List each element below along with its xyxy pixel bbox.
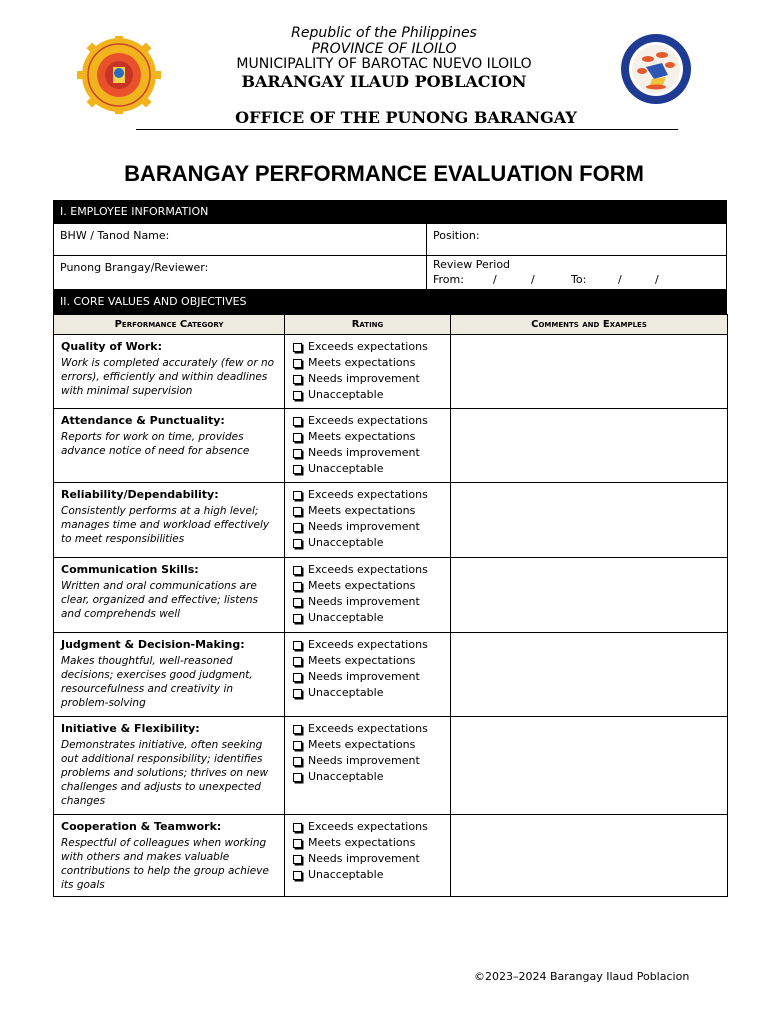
rating-cell xyxy=(285,409,451,483)
rating-option[interactable] xyxy=(292,753,444,769)
rating-option-label: Unacceptable xyxy=(308,611,384,624)
performance-category-cell xyxy=(54,633,285,717)
checkbox-icon[interactable] xyxy=(293,641,302,650)
checkbox-icon[interactable] xyxy=(293,391,302,400)
rating-option[interactable] xyxy=(292,503,444,519)
rating-option[interactable] xyxy=(292,578,444,594)
checkbox-icon[interactable] xyxy=(293,465,302,474)
rating-option-label: Unacceptable xyxy=(308,770,384,783)
checkbox-icon[interactable] xyxy=(293,855,302,864)
checkbox-icon[interactable] xyxy=(293,359,302,368)
rating-option-label: Unacceptable xyxy=(308,536,384,549)
checkbox-icon[interactable] xyxy=(293,507,302,516)
rating-option[interactable] xyxy=(292,461,444,477)
comments-cell[interactable] xyxy=(451,633,728,717)
rating-cell xyxy=(285,483,451,558)
performance-category-cell xyxy=(54,483,285,558)
performance-category-cell xyxy=(54,335,285,409)
rating-option[interactable] xyxy=(292,371,444,387)
to-slash-2: / xyxy=(655,273,659,286)
performance-category-cell xyxy=(54,815,285,897)
category-name: Initiative & Flexibility: xyxy=(61,722,200,735)
table-row xyxy=(54,409,728,483)
rating-option-label: Needs improvement xyxy=(308,372,420,385)
checkbox-icon[interactable] xyxy=(293,375,302,384)
copyright-footer: ©2023–2024 Barangay Ilaud Poblacion xyxy=(474,970,690,983)
reviewer-label: Punong Brangay/Reviewer: xyxy=(60,261,209,274)
rating-option[interactable] xyxy=(292,355,444,371)
rating-option[interactable] xyxy=(292,413,444,429)
col-rating: Rating xyxy=(285,315,451,335)
checkbox-icon[interactable] xyxy=(293,657,302,666)
comments-cell[interactable] xyxy=(451,558,728,633)
category-name: Judgment & Decision-Making: xyxy=(61,638,245,651)
checkbox-icon[interactable] xyxy=(293,689,302,698)
rating-cell xyxy=(285,335,451,409)
rating-option[interactable] xyxy=(292,685,444,701)
to-slash-1: / xyxy=(618,273,622,286)
bhw-tanod-name-field[interactable] xyxy=(54,224,427,255)
bhw-tanod-name-label: BHW / Tanod Name: xyxy=(60,229,170,242)
category-description: Demonstrates initiative, often seeking out additional responsibility; identifies problems and solutions; thrives on new challenges and adjusts to unexpected changes xyxy=(61,739,269,807)
evaluation-table xyxy=(53,314,728,897)
form-title: BARANGAY PERFORMANCE EVALUATION FORM xyxy=(124,161,644,186)
position-field[interactable] xyxy=(427,224,726,255)
review-period-label: Review Period xyxy=(433,258,511,271)
checkbox-icon[interactable] xyxy=(293,566,302,575)
checkbox-icon[interactable] xyxy=(293,582,302,591)
from-slash-2: / xyxy=(531,273,535,286)
performance-category-cell xyxy=(54,558,285,633)
rating-option-label: Needs improvement xyxy=(308,520,420,533)
category-name: Attendance & Punctuality: xyxy=(61,414,225,427)
checkbox-icon[interactable] xyxy=(293,539,302,548)
rating-option-label: Meets expectations xyxy=(308,430,416,443)
checkbox-icon[interactable] xyxy=(293,598,302,607)
rating-option[interactable] xyxy=(292,721,444,737)
rating-option[interactable] xyxy=(292,835,444,851)
comments-cell[interactable] xyxy=(451,409,728,483)
rating-option[interactable] xyxy=(292,851,444,867)
category-description: Makes thoughtful, well-reasoned decisions; exercises good judgment, resourcefulness and creativity in problem-solving xyxy=(61,655,253,709)
rating-option-label: Exceeds expectations xyxy=(308,414,428,427)
review-period-field[interactable] xyxy=(427,256,726,289)
rating-option[interactable] xyxy=(292,737,444,753)
performance-category-cell xyxy=(54,717,285,815)
evaluation-table-header xyxy=(54,315,728,335)
rating-option[interactable] xyxy=(292,535,444,551)
checkbox-icon[interactable] xyxy=(293,757,302,766)
comments-cell[interactable] xyxy=(451,717,728,815)
rating-option[interactable] xyxy=(292,669,444,685)
category-name: Cooperation & Teamwork: xyxy=(61,820,222,833)
position-label: Position: xyxy=(433,229,480,242)
rating-option[interactable] xyxy=(292,387,444,403)
checkbox-icon[interactable] xyxy=(293,725,302,734)
rating-option[interactable] xyxy=(292,445,444,461)
rating-option[interactable] xyxy=(292,867,444,883)
rating-option[interactable] xyxy=(292,519,444,535)
rating-option-label: Needs improvement xyxy=(308,446,420,459)
category-name: Communication Skills: xyxy=(61,563,199,576)
table-row xyxy=(54,558,728,633)
rating-option[interactable] xyxy=(292,769,444,785)
category-description: Written and oral communications are clear, organized and effective; listens and comprehends well xyxy=(61,580,258,620)
to-label: To: xyxy=(571,273,587,286)
rating-option-label: Needs improvement xyxy=(308,670,420,683)
checkbox-icon[interactable] xyxy=(293,523,302,532)
rating-option[interactable] xyxy=(292,653,444,669)
section-core-values-header: II. CORE VALUES AND OBJECTIVES xyxy=(53,290,727,314)
rating-cell xyxy=(285,633,451,717)
rating-option[interactable] xyxy=(292,819,444,835)
rating-option[interactable] xyxy=(292,594,444,610)
table-row xyxy=(54,633,728,717)
category-description: Consistently performs at a high level; manages time and workload effectively to meet responsibilities xyxy=(61,505,270,545)
review-period-dates xyxy=(433,273,720,286)
rating-option[interactable] xyxy=(292,429,444,445)
col-performance-category: Performance Category xyxy=(54,315,285,335)
rating-option[interactable] xyxy=(292,610,444,626)
col-comments-examples: Comments and Examples xyxy=(451,315,728,335)
checkbox-icon[interactable] xyxy=(293,449,302,458)
rating-option-label: Exceeds expectations xyxy=(308,563,428,576)
rating-option-label: Meets expectations xyxy=(308,738,416,751)
rating-option-label: Meets expectations xyxy=(308,579,416,592)
rating-option-label: Needs improvement xyxy=(308,595,420,608)
from-slash-1: / xyxy=(493,273,497,286)
checkbox-icon[interactable] xyxy=(293,433,302,442)
checkbox-icon[interactable] xyxy=(293,614,302,623)
table-row xyxy=(54,717,728,815)
info-row-name xyxy=(53,224,727,256)
rating-option[interactable] xyxy=(292,562,444,578)
rating-option-label: Unacceptable xyxy=(308,868,384,881)
rating-option-label: Needs improvement xyxy=(308,754,420,767)
rating-option[interactable] xyxy=(292,637,444,653)
category-name: Reliability/Dependability: xyxy=(61,488,219,501)
rating-option-label: Exceeds expectations xyxy=(308,488,428,501)
section-employee-info-header: I. EMPLOYEE INFORMATION xyxy=(53,200,727,224)
office-title: OFFICE OF THE PUNONG BARANGAY xyxy=(235,108,577,127)
rating-cell xyxy=(285,558,451,633)
checkbox-icon[interactable] xyxy=(293,823,302,832)
checkbox-icon[interactable] xyxy=(293,417,302,426)
category-name: Quality of Work: xyxy=(61,340,163,353)
rating-option-label: Exceeds expectations xyxy=(308,820,428,833)
header-municipality: MUNICIPALITY OF BAROTAC NUEVO ILOILO xyxy=(236,56,532,72)
rating-option-label: Exceeds expectations xyxy=(308,638,428,651)
rating-option-label: Exceeds expectations xyxy=(308,340,428,353)
table-row xyxy=(54,335,728,409)
category-description: Reports for work on time, provides advance notice of need for absence xyxy=(61,431,250,457)
checkbox-icon[interactable] xyxy=(293,741,302,750)
header-barangay: BARANGAY ILAUD POBLACION xyxy=(241,72,527,91)
rating-option-label: Unacceptable xyxy=(308,686,384,699)
checkbox-icon[interactable] xyxy=(293,673,302,682)
checkbox-icon[interactable] xyxy=(293,343,302,352)
rating-option-label: Meets expectations xyxy=(308,504,416,517)
table-row xyxy=(54,483,728,558)
header-republic: Republic of the Philippines xyxy=(291,25,477,41)
header-province: PROVINCE OF ILOILO xyxy=(311,41,457,57)
rating-cell xyxy=(285,717,451,815)
rating-option-label: Unacceptable xyxy=(308,462,384,475)
rating-option-label: Meets expectations xyxy=(308,654,416,667)
rating-option-label: Exceeds expectations xyxy=(308,722,428,735)
from-label: From: xyxy=(433,273,464,286)
office-underline xyxy=(136,129,678,130)
info-row-reviewer xyxy=(53,256,727,290)
performance-category-cell xyxy=(54,409,285,483)
checkbox-icon[interactable] xyxy=(293,491,302,500)
checkbox-icon[interactable] xyxy=(293,773,302,782)
rating-option[interactable] xyxy=(292,487,444,503)
checkbox-icon[interactable] xyxy=(293,871,302,880)
table-row xyxy=(54,815,728,897)
evaluation-form xyxy=(53,200,727,897)
category-description: Work is completed accurately (few or no errors), efficiently and within deadlines with minimal supervision xyxy=(61,357,275,397)
rating-option-label: Meets expectations xyxy=(308,356,416,369)
rating-option-label: Needs improvement xyxy=(308,852,420,865)
rating-option[interactable] xyxy=(292,339,444,355)
comments-cell[interactable] xyxy=(451,483,728,558)
checkbox-icon[interactable] xyxy=(293,839,302,848)
rating-cell xyxy=(285,815,451,897)
rating-option-label: Unacceptable xyxy=(308,388,384,401)
comments-cell[interactable] xyxy=(451,815,728,897)
reviewer-field[interactable] xyxy=(54,256,427,289)
category-description: Respectful of colleagues when working with others and makes valuable contributions to help the group achieve its goals xyxy=(61,837,269,891)
rating-option-label: Meets expectations xyxy=(308,836,416,849)
comments-cell[interactable] xyxy=(451,335,728,409)
